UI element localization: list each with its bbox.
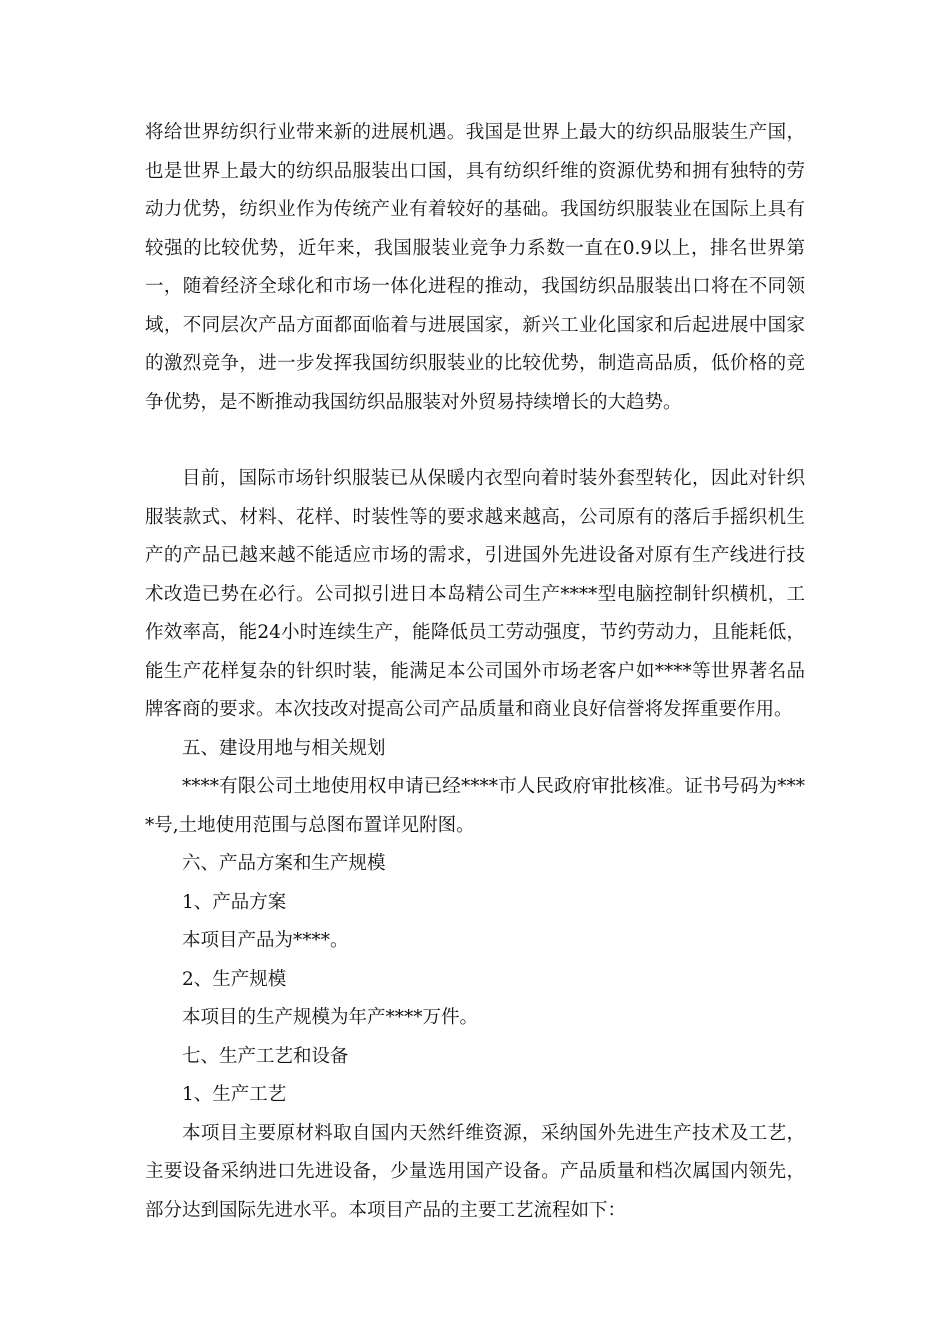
section-heading-land-use: 五、建设用地与相关规划 — [182, 737, 386, 759]
section-heading-product-scale: 六、产品方案和生产规模 — [182, 853, 386, 874]
paragraph-textile-opportunity: 将给世界纺织行业带来新的进展机遇。我国是世界上最大的纺织品服装生产国，也是世界上最大的纺织品服装出口国，具有纺织纤维的资源优势和拥有独特的劳动力优势，纺织业作为传统产业有着较好的基础。我国纺织服装业在国际上具有较强的比较优势，近年来，我国服装业竞争力系数一直在0.9以上，排名世界第一，随着经济全球化和市场一体化进程的推动，我国纺织品服装出口将在不同领域，不同层次产品方面都面临着与进展国家，新兴工业化国家和后起进展中国家的激烈竞争，进一步发挥我国纺织服装业的比较优势，制造高品质，低价格的竞争优势，是不断推动我国纺织品服装对外贸易持续增长的大趋势。 — [145, 122, 805, 413]
subheading-production-scale: 2、生产规模 — [182, 968, 287, 990]
subheading-product-plan: 1、产品方案 — [182, 891, 287, 913]
paragraph-production-scale: 本项目的生产规模为年产****万件。 — [182, 1007, 479, 1028]
document-page — [145, 114, 805, 1230]
paragraph-knitwear-market: 目前，国际市场针织服装已从保暖内衣型向着时装外套型转化，因此对针织服装款式、材料、花样、时装性等的要求越来越高，公司原有的落后手摇织机生产的产品已越来越不能适应市场的需求，引进国外先进设备对原有生产线进行技术改造已势在必行。公司拟引进日本岛精公司生产****型电脑控制针织横机，工作效率高，能24小时连续生产，能降低员工劳动强度，节约劳动力，且能耗低，能生产花样复杂的针织时装，能满足本公司国外市场老客户如****等世界著名品牌客商的要求。本次技改对提高公司产品质量和商业良好信誉将发挥重要作用。 — [145, 468, 805, 720]
section-heading-process-equipment: 七、生产工艺和设备 — [182, 1045, 349, 1067]
paragraph-product-plan: 本项目产品为****。 — [182, 930, 349, 951]
paragraph-production-process: 本项目主要原材料取自国内天然纤维资源，采纳国外先进生产技术及工艺，主要设备采纳进口先进设备，少量选用国产设备。产品质量和档次属国内领先，部分达到国际先进水平。本项目产品的主要工艺流程如下： — [145, 1122, 805, 1221]
subheading-production-process: 1、生产工艺 — [182, 1084, 287, 1105]
paragraph-gap — [145, 422, 805, 460]
paragraph-land-use: ****有限公司土地使用权申请已经****市人民政府审批核准。证书号码为****号,土地使用范围与总图布置详见附图。 — [145, 776, 805, 836]
